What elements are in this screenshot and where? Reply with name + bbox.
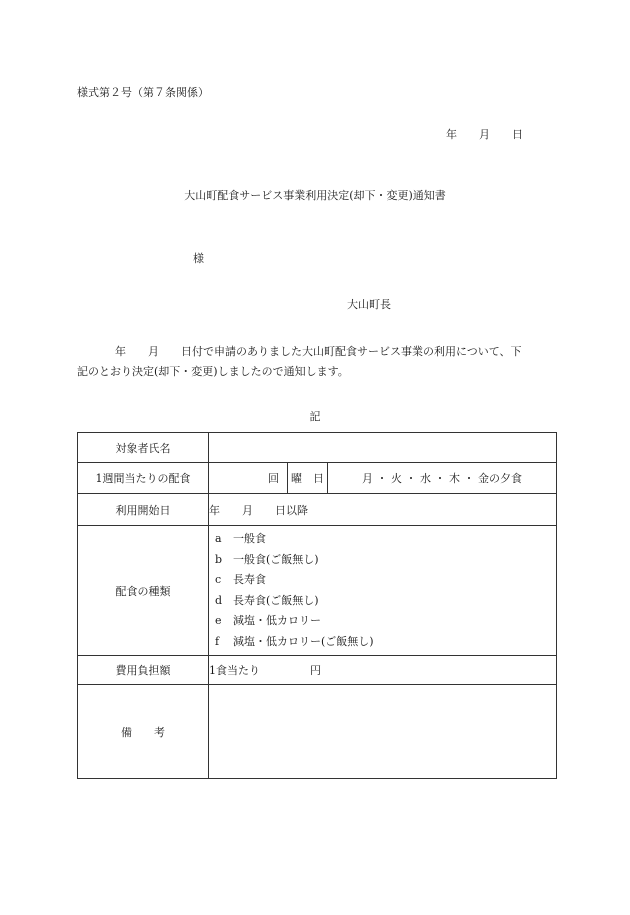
option-text: 減塩・低カロリー(ご飯無し) <box>233 634 374 648</box>
body-line-2: 記のとおり決定(却下・変更)しましたので通知します。 <box>77 365 349 378</box>
meal-option <box>215 611 556 632</box>
name-value <box>209 433 557 463</box>
meal-type-options <box>209 526 557 656</box>
weekday-list: 月 ・ 火 ・ 水 ・ 木 ・ 金の夕食 <box>362 472 522 485</box>
start-date-label: 利用開始日 <box>78 494 209 526</box>
frequency-cell <box>209 463 557 494</box>
fee-label: 費用負担額 <box>78 656 209 685</box>
decision-table <box>77 432 557 779</box>
table-row-start <box>78 494 557 526</box>
remarks-label: 備 考 <box>78 685 209 779</box>
meal-option <box>215 529 556 550</box>
ki-marker: 記 <box>309 410 321 423</box>
table-row-name <box>78 433 557 463</box>
meal-option <box>215 550 556 571</box>
option-letter: f <box>215 634 220 648</box>
frequency-label: 1週間当たりの配食 <box>78 463 209 494</box>
option-letter: d <box>215 593 223 607</box>
issuer-name: 大山町長 <box>347 298 391 311</box>
weekday-label: 曜 日 <box>288 463 328 493</box>
form-number: 様式第２号（第７条関係） <box>77 86 209 99</box>
name-label: 対象者氏名 <box>78 433 209 463</box>
fee-unit: 円 <box>310 664 321 677</box>
table-row-fee <box>78 656 557 685</box>
document-title: 大山町配食サービス事業利用決定(却下・変更)通知書 <box>184 189 446 202</box>
option-text: 長寿食(ご飯無し) <box>233 593 319 607</box>
date-line: 年 月 日 <box>446 128 523 141</box>
body-paragraph <box>77 342 557 382</box>
option-text: 長寿食 <box>233 573 266 586</box>
meal-option <box>215 632 556 653</box>
meal-option <box>215 570 556 591</box>
meal-type-label: 配食の種類 <box>78 526 209 656</box>
fee-prefix: 1食当たり <box>209 664 260 677</box>
remarks-value <box>209 685 557 779</box>
option-letter: b <box>215 552 223 566</box>
start-date-value: 年 月 日以降 <box>209 494 557 526</box>
table-row-frequency <box>78 463 557 494</box>
meal-option <box>215 591 556 612</box>
body-line-1: 年 月 日付で申請のありました大山町配食サービス事業の利用について、下 <box>115 345 522 358</box>
table-row-remarks <box>78 685 557 779</box>
table-row-meal-type <box>78 526 557 656</box>
option-letter: c <box>215 573 222 586</box>
option-letter: a <box>215 532 222 545</box>
addressee-honorific: 様 <box>193 252 204 265</box>
option-letter: e <box>215 614 222 627</box>
frequency-count: 回 <box>209 463 288 493</box>
option-text: 一般食 <box>233 532 266 545</box>
fee-cell <box>209 656 557 685</box>
option-text: 一般食(ご飯無し) <box>233 552 319 566</box>
option-text: 減塩・低カロリー <box>233 614 321 627</box>
